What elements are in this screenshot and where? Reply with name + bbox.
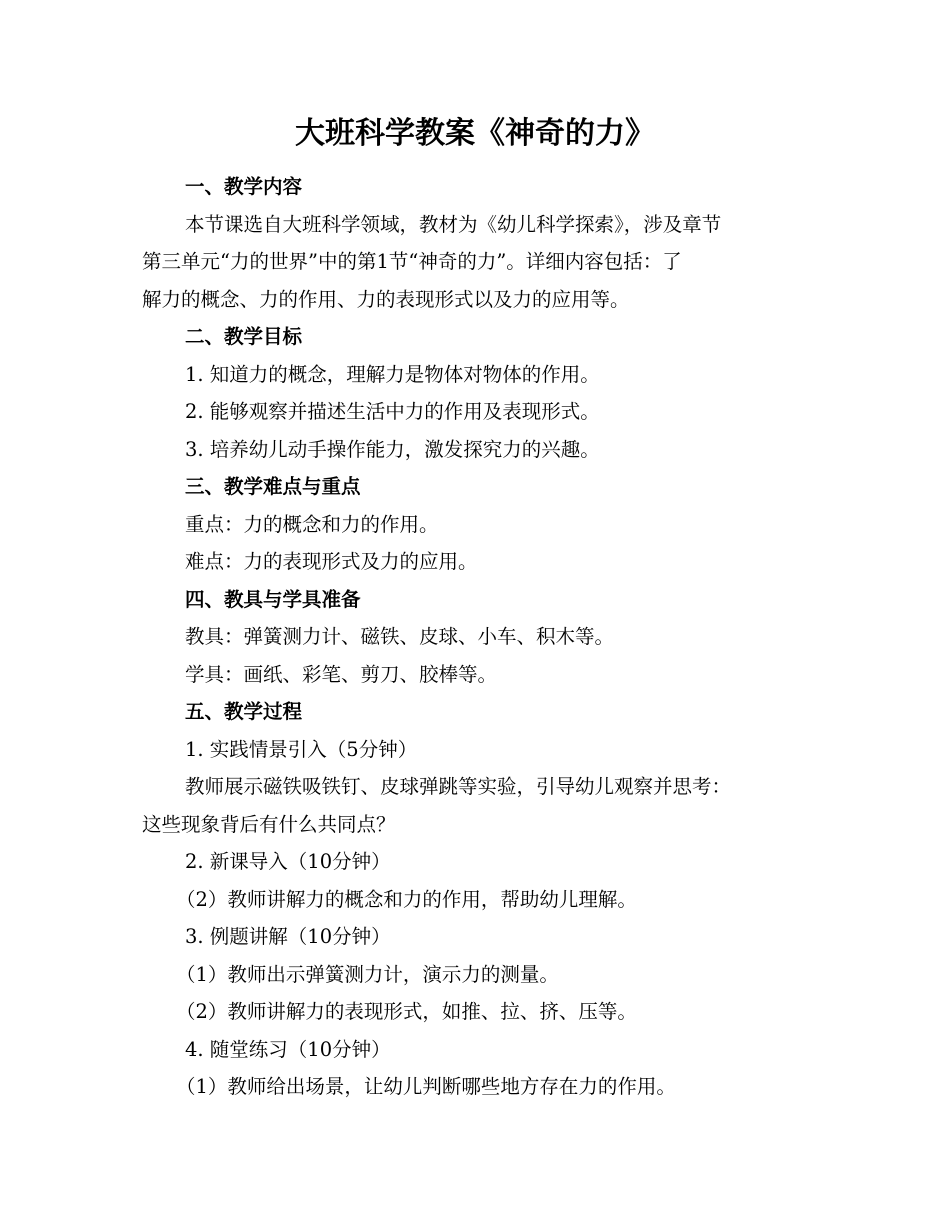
paragraph-line: 第三单元“力的世界”中的第1节“神奇的力”。详细内容包括：了 [142, 250, 682, 273]
list-item: 3. 培养幼儿动手操作能力，激发探究力的兴趣。 [185, 437, 600, 461]
section-heading-teaching-process: 五、教学过程 [185, 700, 303, 723]
sub-item: （2）教师讲解力的表现形式，如推、拉、挤、压等。 [176, 1000, 637, 1023]
section-heading-key-points: 三、教学难点与重点 [185, 475, 361, 498]
list-item: 重点：力的概念和力的作用。 [185, 512, 439, 536]
list-item: 难点：力的表现形式及力的应用。 [185, 550, 478, 573]
section-heading-teaching-goals: 二、教学目标 [185, 325, 303, 348]
list-item: 教具：弹簧测力计、磁铁、皮球、小车、积木等。 [185, 625, 615, 648]
list-item: 学具：画纸、彩笔、剪刀、胶棒等。 [185, 662, 498, 686]
sub-item: （1）教师给出场景，让幼儿判断哪些地方存在力的作用。 [176, 1075, 676, 1098]
document-title: 大班科学教案《神奇的力》 [295, 116, 655, 151]
paragraph-line: 解力的概念、力的作用、力的表现形式以及力的应用等。 [142, 287, 630, 311]
step-heading: 2. 新课导入（10分钟） [185, 850, 391, 873]
section-heading-teaching-content: 一、教学内容 [185, 175, 303, 198]
paragraph-line: 这些现象背后有什么共同点？ [142, 812, 396, 836]
document-body [142, 168, 802, 1106]
sub-item: （1）教师出示弹簧测力计，演示力的测量。 [176, 962, 559, 986]
paragraph-line: 本节课选自大班科学领域，教材为《幼儿科学探索》，涉及章节 [185, 212, 722, 236]
sub-item: （2）教师讲解力的概念和力的作用，帮助幼儿理解。 [176, 887, 637, 911]
step-heading: 4. 随堂练习（10分钟） [185, 1037, 391, 1061]
step-heading: 1. 实践情景引入（5分钟） [185, 737, 418, 761]
list-item: 2. 能够观察并描述生活中力的作用及表现形式。 [185, 400, 600, 423]
paragraph-line: 教师展示磁铁吸铁钉、皮球弹跳等实验，引导幼儿观察并思考： [185, 775, 732, 798]
section-heading-materials: 四、教具与学具准备 [185, 587, 361, 611]
list-item: 1. 知道力的概念，理解力是物体对物体的作用。 [185, 362, 600, 386]
step-heading: 3. 例题讲解（10分钟） [185, 925, 391, 948]
